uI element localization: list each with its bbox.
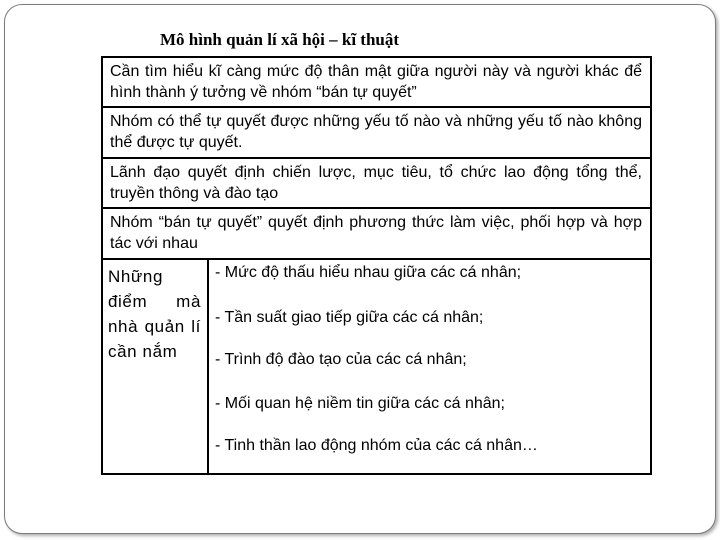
key-points-list [209,260,650,473]
key-point-item: - Tần suất giao tiếp giữa các cá nhân; [215,309,484,326]
key-points-label: Những điểm mà nhà quản lí cần nắm [103,260,209,473]
key-point-item: - Tinh thần lao động nhóm của các cá nhân… [215,437,538,454]
key-point-item: - Mức độ thấu hiểu nhau giữa các cá nhân; [215,264,522,281]
key-point-item: - Mối quan hệ niềm tin giữa các cá nhân; [215,395,505,412]
slide-title: Mô hình quản lí xã hội – kĩ thuật [160,30,400,49]
key-point-item: - Trình độ đào tạo của các cá nhân; [215,351,467,368]
key-points-table [101,258,652,475]
content-row-3: Lãnh đạo quyết định chiến lược, mục tiêu, tổ chức lao động tổng thể, truyền thông và đào tạo [101,157,652,209]
content-row-4: Nhóm “bán tự quyết” quyết định phương thức làm việc, phối hợp và hợp tác với nhau [101,207,652,260]
content-row-1: Cần tìm hiểu kĩ càng mức độ thân mật giữa người này và người khác để hình thành ý tưởng về nhóm “bán tự quyết” [101,56,652,108]
content-row-2: Nhóm có thể tự quyết được những yếu tố nào và những yếu tố nào không thể được tự quyết. [101,106,652,159]
